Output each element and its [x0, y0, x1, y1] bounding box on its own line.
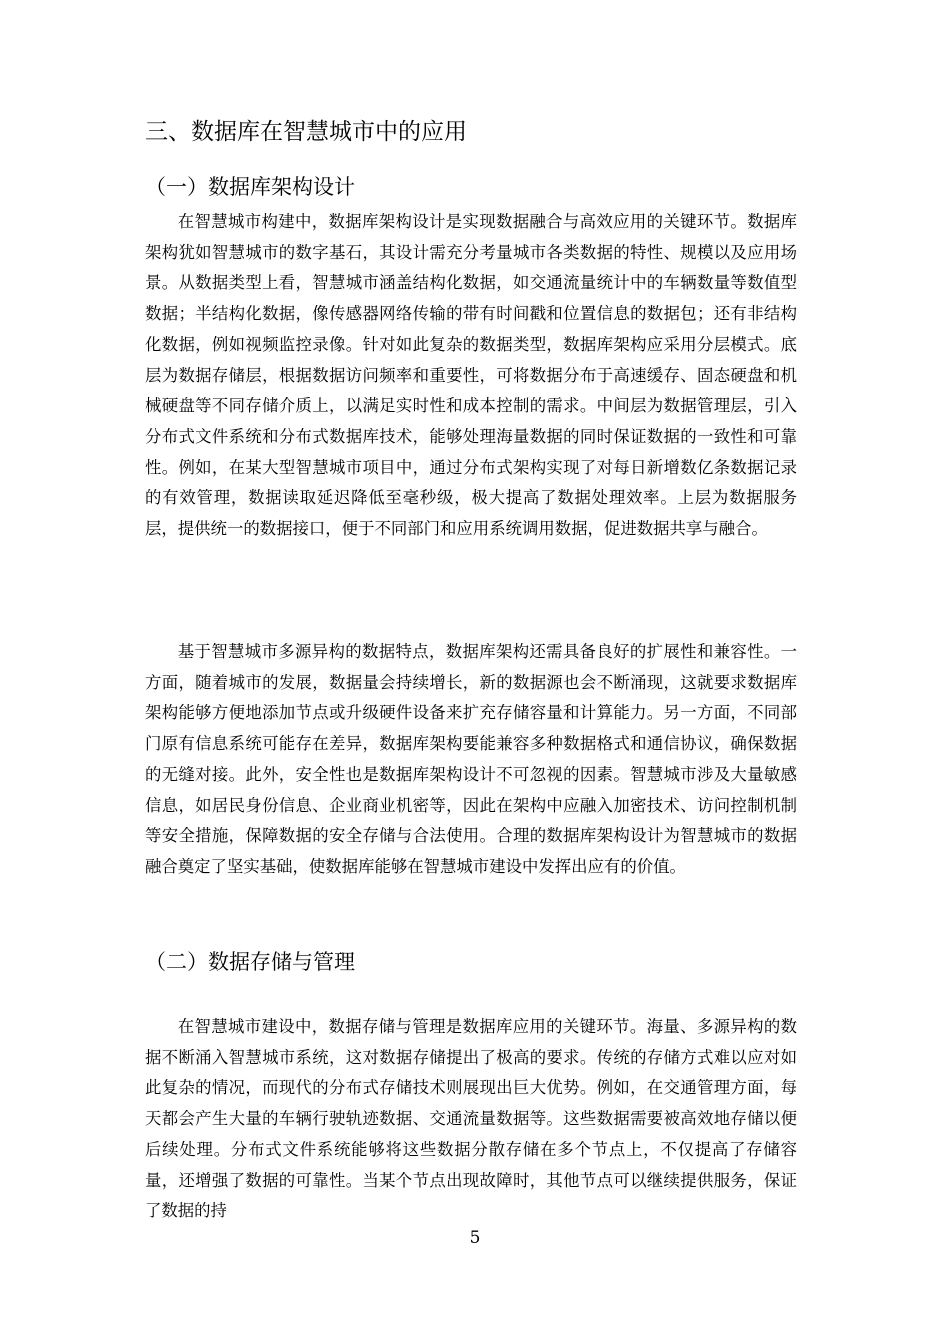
section-heading-storage: （二）数据存储与管理: [145, 950, 355, 974]
section-heading-architecture: （一）数据库架构设计: [145, 175, 355, 199]
paragraph: 在智慧城市构建中，数据库架构设计是实现数据融合与高效应用的关键环节。数据库架构犹如智慧城市的数字基石，其设计需充分考量城市各类数据的特性、规模以及应用场景。从数据类型上看，智慧城市涵盖结构化数据，如交通流量统计中的车辆数量等数值型数据；半结构化数据，像传感器网络传输的带有时间戳和位置信息的数据包；还有非结构化数据，例如视频监控录像。针对如此复杂的数据类型，数据库架构应采用分层模式。底层为数据存储层，根据数据访问频率和重要性，可将数据分布于高速缓存、固态硬盘和机械硬盘等不同存储介质上，以满足实时性和成本控制的需求。中间层为数据管理层，引入分布式文件系统和分布式数据库技术，能够处理海量数据的同时保证数据的一致性和可靠性。例如，在某大型智慧城市项目中，通过分布式架构实现了对每日新增数亿条数据记录的有效管理，数据读取延迟降低至毫秒级，极大提高了数据处理效率。上层为数据服务层，提供统一的数据接口，便于不同部门和应用系统调用数据，促进数据共享与融合。: [145, 212, 797, 539]
paragraph: 基于智慧城市多源异构的数据特点，数据库架构还需具备良好的扩展性和兼容性。一方面，随着城市的发展，数据量会持续增长，新的数据源也会不断涌现，这就要求数据库架构能够方便地添加节点或升级硬件设备来扩充存储容量和计算能力。另一方面，不同部门原有信息系统可能存在差异，数据库架构要能兼容多种数据格式和通信协议，确保数据的无缝对接。此外，安全性也是数据库架构设计不可忽视的因素。智慧城市涉及大量敏感信息，如居民身份信息、企业商业机密等，因此在架构中应融入加密技术、访问控制机制等安全措施，保障数据的安全存储与合法使用。合理的数据库架构设计为智慧城市的数据融合奠定了坚实基础，使数据库能够在智慧城市建设中发挥出应有的价值。: [145, 642, 797, 876]
paragraph: 在智慧城市建设中，数据存储与管理是数据库应用的关键环节。海量、多源异构的数据不断涌入智慧城市系统，这对数据存储提出了极高的要求。传统的存储方式难以应对如此复杂的情况，而现代的分布式存储技术则展现出巨大优势。例如，在交通管理方面，每天都会产生大量的车辆行驶轨迹数据、交通流量数据等。这些数据需要被高效地存储以便后续处理。分布式文件系统能够将这些数据分散存储在多个节点上，不仅提高了存储容量，还增强了数据的可靠性。当某个节点出现故障时，其他节点可以继续提供服务，保证了数据的持: [145, 1017, 797, 1221]
page-number: 5: [469, 1228, 481, 1248]
chapter-title: 三、数据库在智慧城市中的应用: [145, 119, 467, 145]
